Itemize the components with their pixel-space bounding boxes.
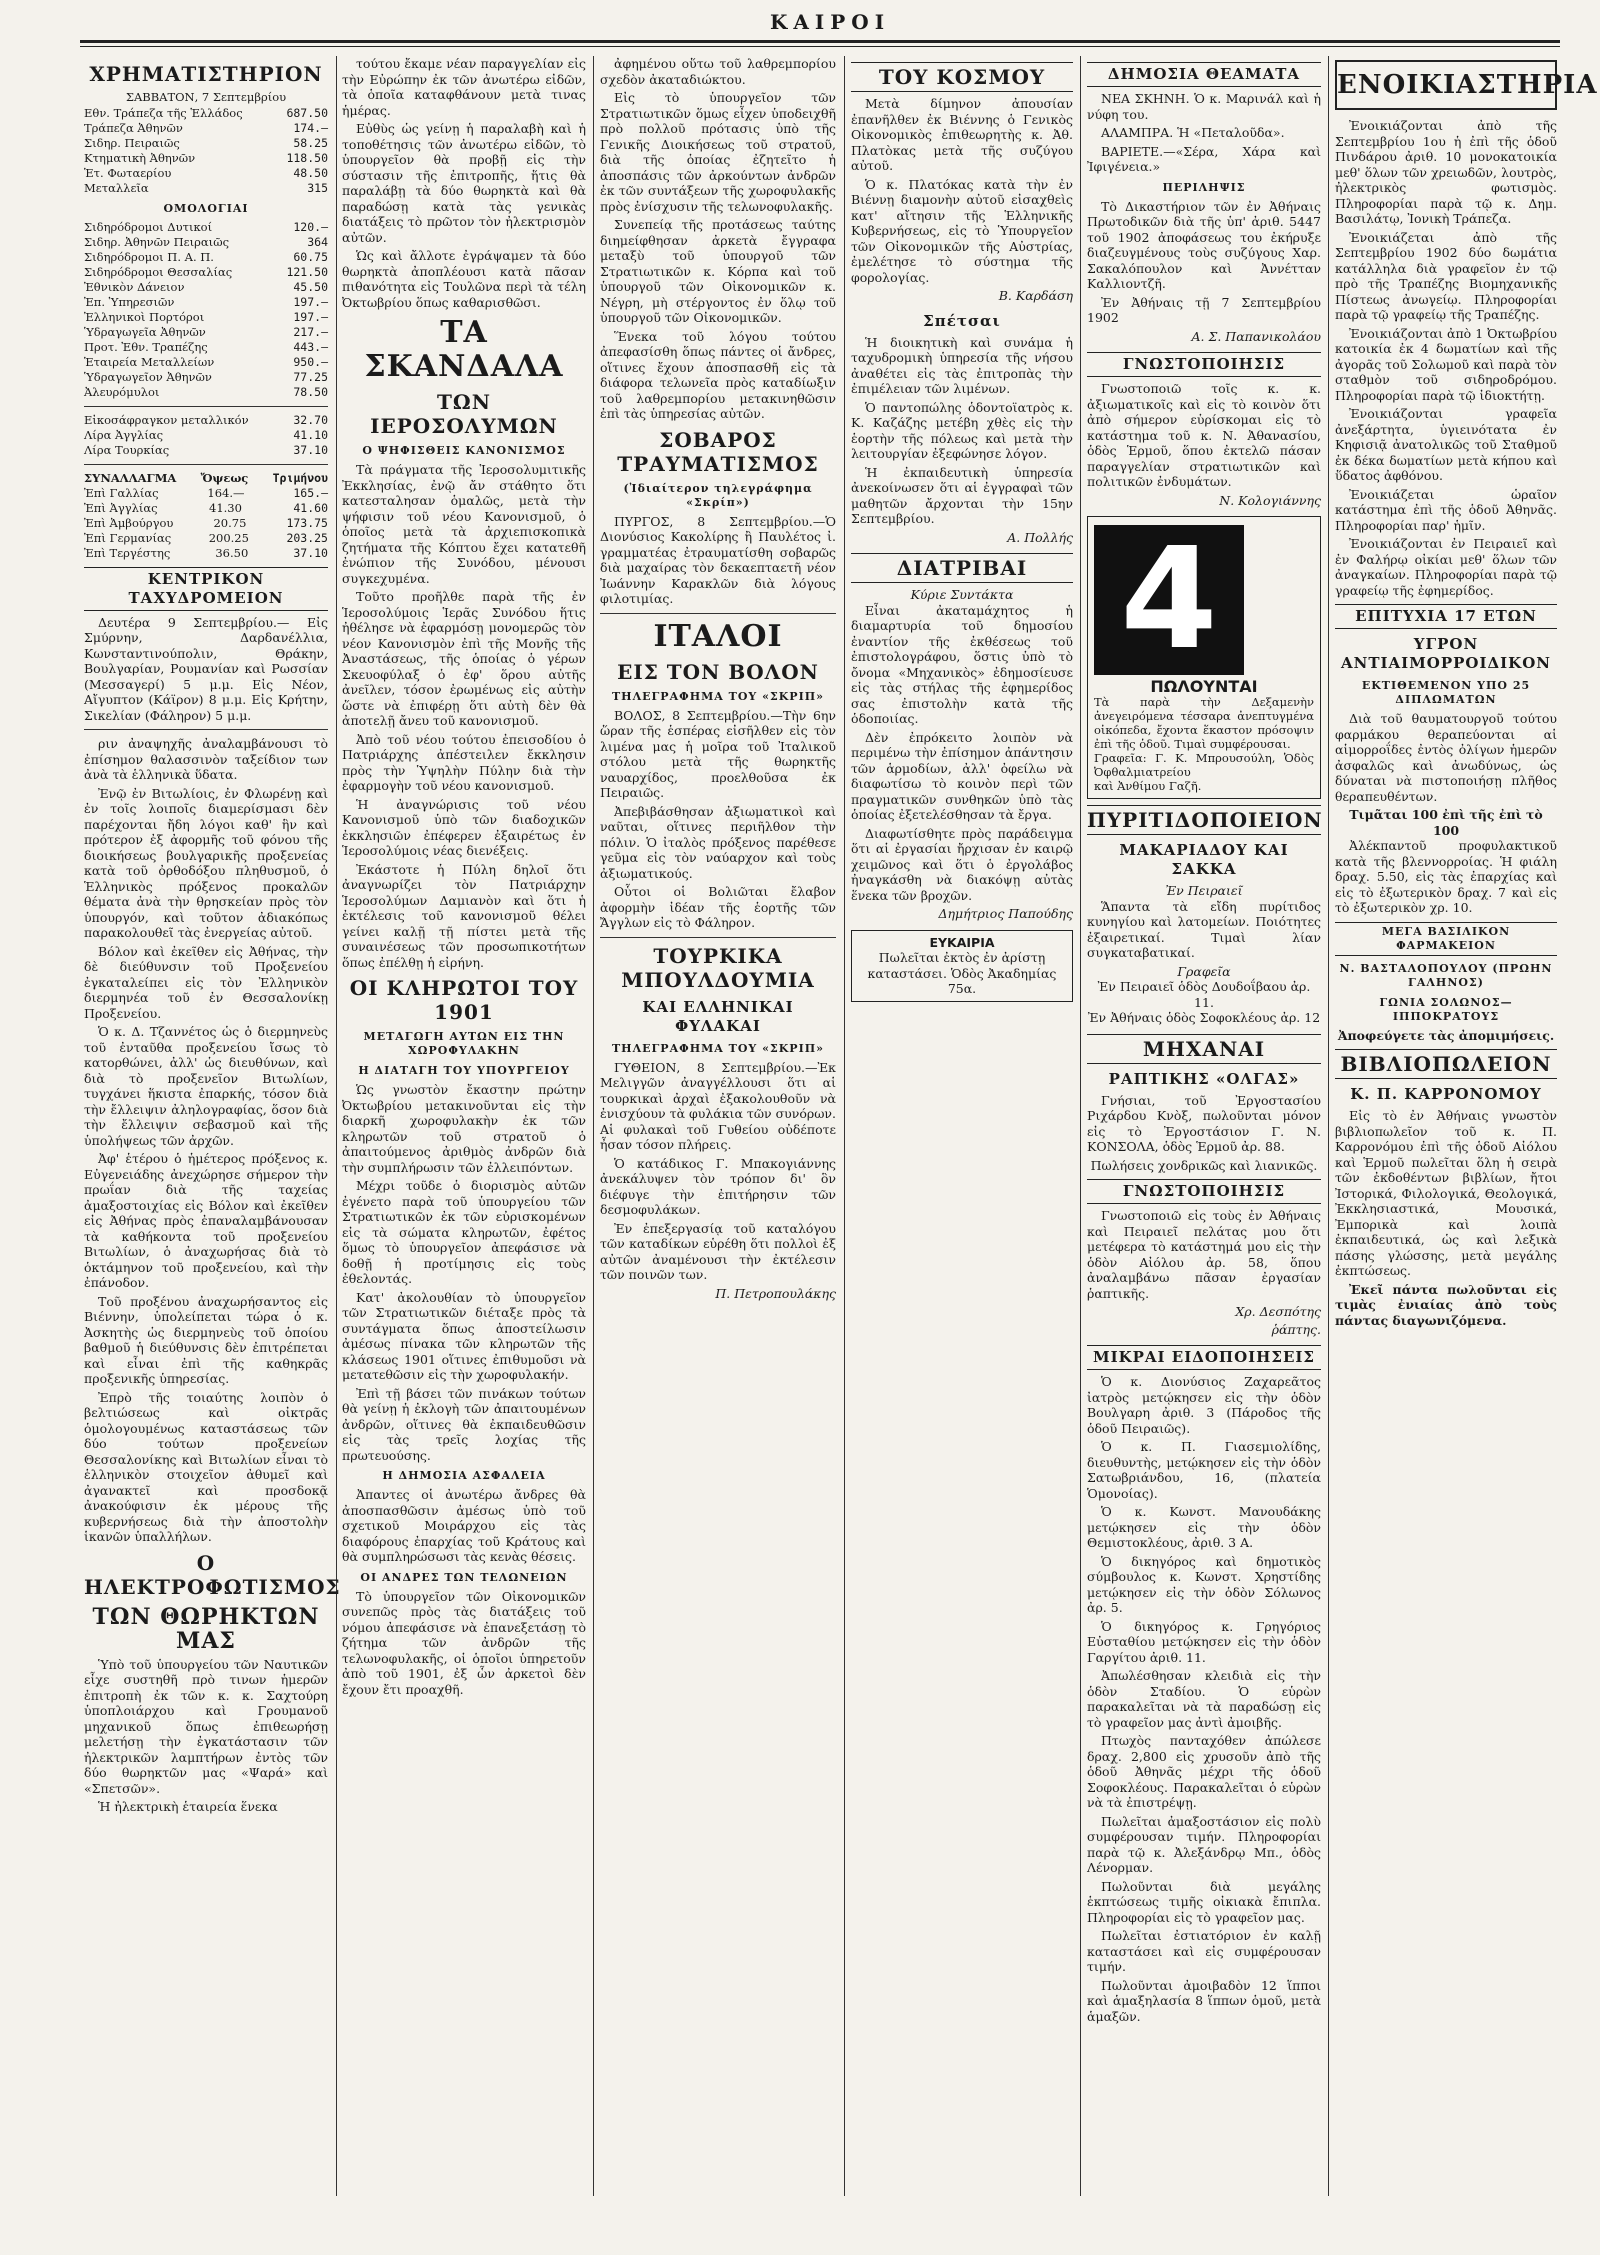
notice-date: Ἐν Ἀθήναις τῇ 7 Σεπτεμβρίου 1902 <box>1087 294 1321 325</box>
sew-title: ΜΗΧΑΝΑΙ <box>1087 1034 1321 1064</box>
row-label: Σιδηρόδρομοι Θεσσαλίας <box>84 264 233 279</box>
fire-location: Ἐν Πειραιεῖ <box>1165 883 1243 898</box>
currency-table <box>84 413 328 458</box>
small-ad: Πωλοῦνται ἀμοιβαδὸν 12 ἵπποι καὶ ἁμαξηλασία 8 ἵππων ὁμοῦ, μετὰ ἁμαξῶν. <box>1087 1977 1321 2024</box>
row-label: Σιδηρ. Ἀθηνῶν Πειραιῶς <box>84 234 230 249</box>
customs-continued <box>600 56 836 422</box>
paragraph: Τὰ πράγματα τῆς Ἱεροσολυμιτικῆς Ἐκκλησίας, ἐνῷ ἄν στάθητο ὅτι κατεσταλησαν ὁμαλῶς, μετὰ τὴν ψήφισιν τοῦ νέου Κανονισμοῦ, ὁ ὁποῖος μετὰ τὰ ἀρχιεπισκοπικὰ ζητήματα τῆς Κόπτου ἔχει κατατεθῆ ἐνώπιον τῆς Συνόδου, μένουσι συγκεχυμένα. <box>342 462 586 586</box>
row-value-b: 41.60 <box>293 500 328 515</box>
row-label: Μεταλλεῖα <box>84 180 149 195</box>
column-2 <box>342 56 586 2196</box>
customs-title: ΟΙ ΑΝΔΡΕΣ ΤΩΝ ΤΕΛΩΝΕΙΩΝ <box>360 1570 568 1584</box>
row-value: 78.50 <box>293 384 328 399</box>
paragraph: Ὡς γνωστὸν ἔκαστην πρώτην Ὀκτωβρίου μετακινοῦνται εἰς τὴν διαρκῆ χωροφυλακὴν ἐκ τῶν κληρωτῶν τοῦ στρατοῦ ὁ ἀπαιτούμενος ἀριθμὸς ἀνδρῶν διὰ τὴν συμπλήρωσιν τῶν ἐλλειπόντων. <box>342 1082 586 1175</box>
sale-ad <box>1087 516 1321 799</box>
table-row <box>84 428 328 443</box>
row-label: Ἐπὶ Ἀμβούργου <box>84 515 174 530</box>
row-value: 120.— <box>293 219 328 234</box>
column-3 <box>600 56 836 2196</box>
paragraph: τούτου ἔκαμε νέαν παραγγελίαν εἰς τὴν Εὐρώπην ἐκ τῶν ἀνωτέρω εἰδῶν, τὰ ὁποῖα καταφθάνουν μετὰ τινας ἡμέρας. <box>342 56 586 118</box>
foreign-title: ΣΥΝΑΛΛΑΓΜΑ <box>84 470 177 485</box>
table-row <box>84 106 328 121</box>
success-text-2: Ἀλέκπαντοῦ προφυλακτικοῦ κατὰ τῆς βλεννορροίας. Ἡ φιάλη δραχ. 5.50, εἰς τὰς ἐπαρχίας καὶ εἰς τὸ ἐξωτερικὸν δραχ. 7 καὶ εἰς τὸ ἐξωτερικὸν χρ. 10. <box>1335 838 1557 915</box>
row-value: 58.25 <box>293 135 328 150</box>
row-label: Ὑδραγωγεῖα Ἀθηνῶν <box>84 324 206 339</box>
small-ad: Πωλοῦνται διὰ μεγάλης ἑκπτώσεως τιμῆς οἰκιακὰ ἔπιπλα. Πληροφορίαι εἰς τὸ γραφεῖον μας. <box>1087 1878 1321 1925</box>
paragraph: Ὁ κατάδικος Γ. Μπακογιάννης ἀνεκάλυψεν τὸν τρόπον δι' ὃν διέφυγε τὴν ἐπιτήρησιν τῶν δεσμοφυλάκων. <box>600 1155 836 1217</box>
row-label: Ἀλευρόμυλοι <box>84 384 160 399</box>
row-label: Ὑδραγωγεῖον Ἀθηνῶν <box>84 369 212 384</box>
paragraph: Μέχρι τοῦδε ὁ διορισμὸς αὐτῶν ἐγένετο παρὰ τοῦ ὑπουργείου τῶν Στρατιωτικῶν ἐκ τῶν εὐρισκομένων εἰς τὰ σώματα κληρωτῶν, ἐφέτος ὅμως τὸ ὑπουργεῖον ἀπεφάσισε νὰ δοθῇ ἡ προτίμησις εἰς τοὺς ἐθελοντάς. <box>342 1178 586 1286</box>
bottom-ad <box>851 930 1073 1002</box>
column-divider <box>1328 56 1329 2196</box>
column-divider <box>844 56 845 2196</box>
paragraph: Ὁ κ. Πλατόκας κατὰ τὴν ἐν Βιέννῃ διαμονὴν αὐτοῦ εἰσαχθεὶς κατ' αἴτησιν τῆς Ἑλληνικῆς Κυβερνήσεως, εἰς τὸ Ὑπουργεῖον τῶν Οἰκονομικῶν τῆς Αὐστρίας, ἐμελέτησε τὸ σύστημα τῆς φορολογίας. <box>851 176 1073 285</box>
column-6 <box>1335 56 1598 2196</box>
security-title: Η ΔΗΜΟΣΙΑ ΑΣΦΑΛΕΙΑ <box>382 1469 546 1482</box>
turkish-subtitle-2: ΤΗΛΕΓΡΑΦΗΜΑ ΤΟΥ «ΣΚΡΙΠ» <box>612 1041 824 1055</box>
row-label: Εἰκοσάφραγκον μεταλλικόν <box>84 412 249 427</box>
rent-ad: Ἐνοικιάζονται ἐν Πειραιεῖ καὶ ἐν Φαλήρῳ οἰκίαι μεθ' ὅλων τῶν ἀναγκαίων. Πληροφορίαι παρὰ τῷ γραφείῳ τῆς ἐφημερίδος. <box>1335 536 1557 598</box>
success-subtitle: ΥΓΡΟΝ ΑΝΤΙΑΙΜΟΡΡΟΙΔΙΚΟΝ <box>1341 635 1551 672</box>
letter-signature: Α. Πολλής <box>1007 529 1073 545</box>
italians-article <box>600 708 836 931</box>
turkish-subtitle: ΚΑΙ ΕΛΛΗΝΙΚΑΙ ΦΥΛΑΚΑΙ <box>642 997 794 1035</box>
column-5 <box>1087 56 1321 2196</box>
diatrivai-signature: Δημήτριος Παπούδης <box>938 906 1073 921</box>
pharmacy-subtitle: Ν. ΒΑΣΤΑΛΟΠΟΥΛΟΥ (ΠΡΩΗΝ ΓΑΛΗΝΟΣ) <box>1339 961 1553 989</box>
small-ad: Ὁ κ. Π. Γιασεμιολίδης, διευθυντὴς, μετῴκησεν εἰς τὴν ὁδὸν Σατωβριάνδου, 16, (πλατεία Ὁμονοίας). <box>1087 1439 1321 1501</box>
gn1-text: Γνωστοποιῶ τοῖς κ. κ. ἀξιωματικοῖς καὶ εἰς τὸ κοινὸν ὅτι ἀπὸ σήμερον εὑρίσκομαι εἰς τὸ κατάστημα τοῦ κ. Ν. Ἀθανασίου, ὁδὸς Ἑρμοῦ, ὅπου ἐκτελῶ πάσαν παραγγελίαν στρατιωτικῶν καὶ πολιτικῶν ἐνδυμάτων. <box>1087 381 1321 489</box>
paragraph: Ὡς καὶ ἄλλοτε ἐγράψαμεν τὰ δύο θωρηκτὰ ἀποπλέουσι κατὰ πᾶσαν πιθανότητα εἰς Τουλῶνα περὶ τὰ τέλη Ὀκτωβρίου ὅπως καθαρισθῶσι. <box>342 248 586 310</box>
officers-article <box>342 1082 586 1463</box>
sew-note: Πωλήσεις χονδρικῶς καὶ λιανικῶς. <box>1090 1157 1318 1173</box>
row-value: 950.— <box>293 354 328 369</box>
paragraph: ἀφημένου οὕτω τοῦ λαθρεμπορίου σχεδὸν ἀκαταδιώκτου. <box>600 56 836 87</box>
theatres-list <box>1087 91 1321 175</box>
officers-subtitle-2: Η ΔΙΑΤΑΓΗ ΤΟΥ ΥΠΟΥΡΓΕΙΟΥ <box>358 1064 570 1077</box>
italians-title: ΙΤΑΛΟΙ <box>653 618 783 654</box>
turkish-article <box>600 1060 836 1283</box>
small-ad: Ἀπωλέσθησαν κλειδιὰ εἰς τὴν ὁδὸν Σταδίου. Ὁ εὑρὼν παρακαλεῖται νὰ τὰ παραδώσῃ εἰς τὸ γραφεῖον μας ἀντὶ ἀμοιβῆς. <box>1087 1668 1321 1730</box>
paragraph: ριν ἀναψηχῆς ἀναλαμβάνουσι τὸ ἐπίσημον θαλασσινὸν ταξείδιον των ἀνὰ τὰ ἑλληνικὰ ὕδατα. <box>84 736 328 782</box>
success-title: ΕΠΙΤΥΧΙΑ 17 ΕΤΩΝ <box>1335 604 1557 629</box>
injury-title: ΣΟΒΑΡΟΣ ΤΡΑΥΜΑΤΙΣΜΟΣ <box>617 427 819 476</box>
sew-subtitle: ΡΑΠΤΙΚΗΣ «ΟΛΓΑΣ» <box>1108 1069 1300 1088</box>
row-value: 197.— <box>293 309 328 324</box>
row-label: Προτ. Ἐθν. Τραπέζης <box>84 339 208 354</box>
row-label: Ἑταιρεία Μεταλλείων <box>84 354 215 369</box>
diatrivai-greeting: Κύριε Συντάκτα <box>910 587 1014 602</box>
row-value: 48.50 <box>293 165 328 180</box>
paragraph: Διαφωτίσθητε πρὸς παράδειγμα ὅτι αἱ ἐργασίαι ἤρχισαν ἐν καιρῷ χειμῶνος καὶ ὅτι ὁ ἐργολάβος ἠναγκάσθη νὰ διακόψῃ αὐτὰς ἕνεκα τῶν βροχῶν. <box>851 825 1073 903</box>
row-label: Ἐθνικὸν Δάνειον <box>84 279 185 294</box>
paragraph: Ἐν ἐπεξεργασίᾳ τοῦ καταλόγου τῶν καταδίκων εὑρέθη ὅτι πολλοὶ ἐξ αὐτῶν ἀναμένουσι τὴν ἐκτέλεσιν τῶν ποινῶν των. <box>600 1220 836 1282</box>
row-label: Ἑτ. Φωταερίου <box>84 165 172 180</box>
success-text: Διὰ τοῦ θαυματουργοῦ τούτου φαρμάκου θεραπεύονται αἱ αἱμορροΐδες ἐντὸς ὀλίγων ἡμερῶν ἀσφαλῶς καὶ ἀνωδύνως, ὡς δύναται νὰ πιστοποιήσῃ πλῆθος θεραπευθέντων. <box>1335 711 1557 804</box>
gn2-signature: Χρ. Δεσπότης <box>1235 1304 1321 1319</box>
column-1 <box>84 56 341 2196</box>
paragraph: Εἶναι ἀκαταμάχητος ἡ διαμαρτυρία τοῦ δημοσίου ἐναντίον τῆς ἐκθέσεως τοῦ ἐπιστολογράφου, ὅστις ὑπὸ τὸ ὄνομα «Μηχανικὸς» ἐδημοσίευσε εἰς τὰς στήλας τῆς ἐφημερίδος σας ἐπιστολὴν κατὰ τῆς ὁδοποιίας. <box>851 602 1073 726</box>
electric-continued <box>342 56 586 310</box>
fire-text: Ἅπαντα τὰ εἴδη πυρίτιδος κυνηγίου καὶ λατομείων. Ποιότητες ἐξαιρετικαί. Τιμαὶ λίαν συγκαταβατικαί. <box>1087 898 1321 960</box>
books-text: Εἰς τὸ ἐν Ἀθήναις γνωστὸν βιβλιοπωλεῖον τοῦ κ. Π. Καρρονόμου ἐπὶ τῆς ὁδοῦ Αἰόλου καὶ Ἑρμοῦ πωλεῖται ὅλη ἡ σειρὰ τῶν ἐκδοθέντων βιβλίων, ἤτοι Ἰστορικά, Φιλολογικά, Θεολογικά, Ἐκκλησιαστικά, Μουσικά, Ἐμπορικὰ καὶ λοιπὰ ἐκπαιδευτικά, ὡς καὶ λεξικὰ πάσης γλώσσης, μετὰ μεγάλης ἐκπτώσεως. <box>1335 1108 1557 1278</box>
row-label: Ἐπὶ Ἀγγλίας <box>84 500 158 515</box>
paragraph: Ἐνῷ ἐν Βιτωλίοις, ἐν Φλωρένῃ καὶ ἐν τοῖς λοιποῖς διαμερίσμασι δὲν παρέχονται ἤδη λόγοι καθ' ἣν καὶ πρότερον ἐξ ἀφορμῆς τοῦ φόνου τῆς διοικήσεως βουλγαρικῆς προξενείας κατὰ τοῦ ὀρθοδόξου πληθυσμοῦ, ὁ Ἑλληνικὸς πρόξενος προκαλῶν θέματα ἀνὰ τὴν θρησκείαν πρὸς τὸν ὑπουργόν, καὶ τοῦτον ἀδιακόπως παρακολουθεῖ τὰς ἐνεργείας αὐτοῦ. <box>84 785 328 940</box>
table-row <box>84 220 328 235</box>
row-value-b: 203.25 <box>286 530 328 545</box>
theatres-title: ΔΗΜΟΣΙΑ ΘΕΑΜΑΤΑ <box>1087 62 1321 87</box>
row-value: 315 <box>307 180 328 195</box>
row-value-b: 173.75 <box>286 515 328 530</box>
paragraph: Τὸ ὑπουργεῖον τῶν Οἰκονομικῶν συνεπῶς πρὸς τὰς διατάξεις τοῦ νόμου ἀπεφάσισε νὰ ἐπανεξετάσῃ τὸ ζήτημα τῶν ἀνδρῶν τῆς τελωνοφυλακῆς, οἱ ὁποῖοι ὑπηρετοῦν ἀπὸ τοῦ 1901, ἐξ ὧν ἀρκετοὶ δὲν ἔχουν ἔτι προαχθῆ. <box>342 1588 586 1697</box>
row-label: Ἐπὶ Γαλλίας <box>84 485 159 500</box>
row-value-a: 36.50 <box>215 545 249 560</box>
row-label: Σιδηρ. Πειραιῶς <box>84 135 180 150</box>
paragraph: ΓΥΘΕΙΟΝ, 8 Σεπτεμβρίου.—Ἐκ Μελιγγῶν ἀναγγέλλουσι ὅτι αἱ τουρκικαὶ ἀρχαὶ ἐξακολουθοῦν νὰ ἐνισχύουν τὰ φυλάκια τῶν συνόρων. Αἱ φυλακαὶ τοῦ Γυθείου οὐδέποτε ἦσαν τόσον πλήρεις. <box>600 1059 836 1152</box>
table-row <box>84 413 328 428</box>
row-value: 32.70 <box>293 412 328 427</box>
small-ad: Πωλεῖται ἀμαξοστάσιον εἰς πολὺ συμφέρουσαν τιμήν. Πληροφορίαι παρὰ τῷ κ. Ἀλεξάνδρῳ Μπ., ὁδὸς Λένορμαν. <box>1087 1813 1321 1875</box>
table-row <box>84 340 328 355</box>
paragraph: Κατ' ἀκολουθίαν τὸ ὑπουργεῖον τῶν Στρατιωτικῶν διέταξε πρὸς τὰ συντάγματα ὅπως ἀποστείλωσιν ἀμέσως πίνακα τῶν κληρωτῶν τῆς κλάσεως 1901 οἵτινες ἐπιθυμοῦσι νὰ μετατεθῶσιν εἰς τὴν χωροφυλακήν. <box>342 1289 586 1382</box>
paragraph: ΒΟΛΟΣ, 8 Σεπτεμβρίου.—Τὴν 6ην ὥραν τῆς ἑσπέρας εἰσῆλθεν εἰς τὸν λιμένα μας ἡ μοῖρα τοῦ Ἰταλικοῦ στόλου μετὰ τῆς θωρηκτῆς ναυαρχίδος, προελθοῦσα ἐκ Πειραιῶς. <box>600 707 836 800</box>
rent-title: ΕΝΟΙΚΙΑΣΤΗΡΙΑ <box>1337 70 1598 100</box>
bonds-table <box>84 220 328 400</box>
electric-article <box>84 1657 328 1815</box>
paragraph: Ἡ ἐκπαιδευτικὴ ὑπηρεσία ἀνεκοίνωσεν ὅτι αἱ ἐγγραφαὶ τῶν μαθητῶν ἄρχονται τὴν 15ην Σεπτεμβρίου. <box>851 464 1073 526</box>
row-label: Εθν. Τράπεζα τῆς Ἑλλάδος <box>84 105 243 120</box>
gn1-signature: Ν. Κολογιάννης <box>1219 492 1321 508</box>
table-row <box>84 166 328 181</box>
theatre-item: ΑΛΑΜΠΡΑ. Ἡ «Πεταλοῦδα». <box>1101 125 1285 140</box>
row-value: 45.50 <box>293 279 328 294</box>
row-label: Ἐπ. Ὑπηρεσιῶν <box>84 294 175 309</box>
success-subtitle-2: ΕΚΤΙΘΕΜΕΝΟΝ ΥΠΟ 25 ΔΙΠΛΩΜΑΤΩΝ <box>1361 679 1531 706</box>
world-title: ΤΟΥ ΚΟΣΜΟΥ <box>851 62 1073 92</box>
pharmacy-address: ΓΩΝΙΑ ΣΟΛΩΝΟΣ—ΙΠΠΟΚΡΑΤΟΥΣ <box>1379 995 1513 1023</box>
customs-article <box>342 1589 586 1698</box>
table-row <box>84 235 328 250</box>
fire-title: ΠΥΡΙΤΙΔΟΠΟΙΕΙΟΝ <box>1087 805 1321 835</box>
row-value-a: 164.— <box>207 485 245 500</box>
column-divider <box>336 56 337 2196</box>
sale-number: 4 <box>1094 525 1244 675</box>
italians-subtitle-2: ΤΗΛΕΓΡΑΦΗΜΑ ΤΟΥ «ΣΚΡΙΠ» <box>612 689 824 703</box>
success-price: Τιμᾶται 100 ἐπὶ τῆς ἐπὶ τὸ 100 <box>1349 807 1543 838</box>
table-row <box>84 486 328 501</box>
rent-ad: Ἐνοικιάζεται ὡραῖον κατάστημα ἐπὶ τῆς ὁδοῦ Ἀθηνᾶς. Πληροφορίαι παρ' ἡμῖν. <box>1335 486 1557 533</box>
table-row <box>84 531 328 546</box>
row-value: 217.— <box>293 324 328 339</box>
rent-list <box>1335 118 1557 598</box>
fire-office-2: Ἐν Ἀθήναις ὁδὸς Σοφοκλέους ἀρ. 12 <box>1087 1010 1321 1025</box>
fire-subtitle: ΜΑΚΑΡΙΑΔΟΥ ΚΑΙ ΣΑΚΚΑ <box>1119 841 1289 878</box>
sale-title: ΠΩΛΟΥΝΤΑΙ <box>1150 677 1258 696</box>
notice-signature: Α. Σ. Παπανικολάου <box>1191 328 1321 344</box>
pharmacy-title: ΜΕΓΑ ΒΑΣΙΛΙΚΟΝ ΦΑΡΜΑΚΕΙΟΝ <box>1335 922 1557 956</box>
row-label: Σιδηρόδρομοι Π. Α. Π. <box>84 249 214 264</box>
exchange-date: ΣΑΒΒΑΤΟΝ, 7 Σεπτεμβρίου <box>125 90 287 104</box>
paragraph: Τοῦ προξένου ἀναχωρήσαντος εἰς Βιέννην, ὑπολείπεται τώρα ὁ κ. Ἀσκητὴς ὡς διερμηνεὺς τοῦ ὁποίου βαθμοῦ ἡ διεύθυνσις δὲν ἐπιτρέπεται καὶ εἶναι ἐπὶ τῆς καθηκρᾶς προξενικῆς ὑπηρεσίας. <box>84 1293 328 1386</box>
books-subtitle: Κ. Π. ΚΑΡΡΟΝΟΜΟΥ <box>1350 1085 1542 1103</box>
table-row <box>84 250 328 265</box>
stocks-table <box>84 106 328 196</box>
rent-ad: Ἐνοικιάζονται ἀπὸ 1 Ὀκτωβρίου κατοικία ἐκ 4 δωματίων καὶ τῆς ἀγορᾶς τοῦ Σολωμοῦ καὶ παρὰ τὸν σταθμὸν τοῦ σιδηροδρόμου. Πληροφορίαι παρὰ τῷ ἰδιοκτήτῃ. <box>1335 325 1557 403</box>
paragraph: Ἡ ἠλεκτρικὴ ἑταιρεία ἕνεκα <box>98 1799 278 1814</box>
scandal-subtitle-2: Ο ΨΗΦΙΣΘΕΙΣ ΚΑΝΟΝΙΣΜΟΣ <box>362 444 566 457</box>
paragraph: Ἀπεβιβάσθησαν ἀξιωματικοὶ καὶ ναῦται, οἵτινες περιῆλθον τὴν πόλιν. Ὁ ἰταλὸς πρόξενος παρέθεσε γεῦμα εἰς τὸν ναύαρχον καὶ τοὺς ἀξιωματικούς. <box>600 803 836 881</box>
table-row <box>84 151 328 166</box>
turkish-title: ΤΟΥΡΚΙΚΑ ΜΠΟΥΛΔΟΥΜΙΑ <box>621 943 815 992</box>
theatre-item: ΒΑΡΙΕΤΕ.—«Σέρα, Χάρα καὶ Ἰφιγένεια.» <box>1087 143 1321 174</box>
row-value: 174.— <box>293 120 328 135</box>
row-value: 687.50 <box>286 105 328 120</box>
masthead-rule <box>80 40 1560 43</box>
injury-article <box>600 514 836 607</box>
bonds-title: ΟΜΟΛΟΓΙΑΙ <box>163 201 249 215</box>
books-note: Ἐκεῖ πάντα πωλοῦνται εἰς τιμὰς ἐνιαίας ἀπὸ τοὺς πάντας διαγωνιζόμενα. <box>1335 1281 1557 1328</box>
paragraph: Ἡ ἀναγνώρισις τοῦ νέου Κανονισμοῦ ὑπὸ τῶν διαδοχικῶν ἐκκλησιῶν ἐπέφερεν ἐξαιρέτως ἐν Ἱεροσολύμοις νέας διενέξεις. <box>342 796 586 858</box>
row-value: 77.25 <box>293 369 328 384</box>
diatrivai-title: ΔΙΑΤΡΙΒΑΙ <box>851 553 1073 583</box>
rent-ad: Ἐνοικιάζεται ἀπὸ τῆς Σεπτεμβρίου 1902 δύο δωμάτια κατάλληλα διὰ γραφεῖον ἐν τῷ πρὸ τῆς Τραπέζης Βιομηχανικῆς Πίστεως ἀνωγείῳ. Πληροφορίαι παρὰ τῷ γραφείῳ τῆς Τραπέζης. <box>1335 229 1557 322</box>
table-row <box>84 295 328 310</box>
letter-article <box>851 335 1073 527</box>
italians-subtitle: ΕΙΣ ΤΟΝ ΒΟΛΟΝ <box>617 659 819 684</box>
row-label: Σιδηρόδρομοι Δυτικοί <box>84 219 213 234</box>
small-ad: Ὁ κ. Διονύσιος Ζαχαρεᾶτος ἰατρὸς μετῴκησεν εἰς τὴν ὁδὸν Βουλγαρη ἀριθ. 3 (Πάροδος τῆς ὁδοῦ Πειραιῶς). <box>1087 1374 1321 1436</box>
gn1-title: ΓΝΩΣΤΟΠΟΙΗΣΙΣ <box>1087 352 1321 377</box>
table-row <box>84 355 328 370</box>
small-ad: Ὁ δικηγόρος κ. Γρηγόριος Εὐσταθίου μετῴκησεν εἰς τὴν ὁδὸν Γαργίτου ἀριθ. 11. <box>1087 1618 1321 1665</box>
sale-text: Τὰ παρὰ τὴν Δεξαμενὴν ἀνεγειρόμενα τέσσαρα ἀνεπτυγμένα οἰκόπεδα, ἔχοντα ἕκαστον πρόσοψιν ἐπὶ τῆς ὁδοῦ. Τιμαὶ συμφέρουσαι. <box>1094 694 1314 751</box>
books-title: ΒΙΒΛΙΟΠΩΛΕΙΟΝ <box>1335 1049 1557 1079</box>
row-value-a: 41.30 <box>209 500 242 515</box>
divider <box>84 729 328 730</box>
small-ad: Ὁ δικηγόρος καὶ δημοτικὸς σύμβουλος κ. Κωνστ. Χρηστίδης μετῴκησεν εἰς τὴν ὁδὸν Σόλωνος ἀρ. 5. <box>1087 1553 1321 1615</box>
small-ads-list <box>1087 1374 1321 2024</box>
row-label: Ἐπὶ Τεργέστης <box>84 545 171 560</box>
table-row <box>84 280 328 295</box>
column-divider <box>593 56 594 2196</box>
row-value-a: 20.75 <box>213 515 247 530</box>
table-row <box>84 370 328 385</box>
divider <box>600 613 836 614</box>
masthead <box>80 8 1560 34</box>
masthead-rule-thin <box>80 46 1560 47</box>
sew-text: Γνήσιαι, τοῦ Ἐργοστασίου Ριχάρδου Κνὸξ, πωλοῦνται μόνον εἰς τὸ Ἐργοστάσιον Γ. Ν. ΚΟΝΣΟΛΑ, ὁδὸς Ἑρμοῦ ἀρ. 88. <box>1087 1092 1321 1154</box>
pharmacy-note: Ἀποφεύγετε τὰς ἀπομιμήσεις. <box>1337 1027 1555 1043</box>
table-row <box>84 516 328 531</box>
gn2-signature-2: ῥάπτης. <box>1271 1321 1321 1337</box>
foreign-header <box>84 471 328 486</box>
consulate-article <box>84 736 328 1545</box>
small-ad: Ὁ κ. Κωνστ. Μανουδάκης μετῴκησεν εἰς τὴν ὁδὸν Θεμιστοκλέους, ἀριθ. 3 Α. <box>1087 1504 1321 1550</box>
paragraph: Οὗτοι οἱ Βολιῶται ἔλαβον ἀφορμὴν ἰδέαν τῆς ἑορτῆς τῶν Ἄγγλων εἰς τὸ Φάληρον. <box>600 884 836 930</box>
row-label: Ἐλληνικοὶ Πορτόροι <box>84 309 205 324</box>
table-row <box>84 121 328 136</box>
table-row <box>84 501 328 516</box>
table-row <box>84 443 328 458</box>
diatrivai-article <box>851 603 1073 904</box>
bottom-ad-title: ΕΥΚΑΙΡΙΑ <box>929 934 995 950</box>
paragraph: Τοῦτο προῆλθε παρὰ τῆς ἐν Ἱεροσολύμοις Ἱερᾶς Συνόδου ἥτις ἠθέλησε νὰ ἐφαρμόσῃ μονομερῶς τὸν νέον Κανονισμὸν ἐπὶ τῆς Μονῆς τῆς Ἀναστάσεως, τῆς ὁποίας ὁ γέρων Σκευοφύλαξ ὁ ἐφ' ὅρου αὐτῆς ἀνεῖλεν, τόσον ἐρωμένως εἰς αὐτὴν ὥστε νὰ ἐπιφέρῃ ὅτι αὐτὴ δὲν θὰ ἀποτελῇ ἄνευ τοῦ κανονισμοῦ. <box>342 589 586 728</box>
column-divider <box>1080 56 1081 2196</box>
row-value: 197.— <box>293 294 328 309</box>
row-label: Τράπεζα Ἀθηνῶν <box>84 120 183 135</box>
notice-text: Τὸ Δικαστήριον τῶν ἐν Ἀθήναις Πρωτοδικῶν διὰ τῆς ὑπ' ἀριθ. 5447 τοῦ 1902 ἀποφάσεως του ἐκήρυξε διαζευγμένους τοὺς συζύγους Χαρ. Σακαλόπουλον καὶ Ἀννέτταν Καλλιοντζῆ. <box>1087 198 1321 291</box>
gn2-title: ΓΝΩΣΤΟΠΟΙΗΣΙΣ <box>1087 1179 1321 1204</box>
row-value: 118.50 <box>286 150 328 165</box>
scandal-title: ΤΑ ΣΚΑΝΔΑΛΑ <box>364 315 564 384</box>
table-row <box>84 325 328 340</box>
paragraph: Ἐπὶ τῇ βάσει τῶν πινάκων τούτων θὰ γείνῃ ἡ ἐκλογὴ τῶν ἀπαιτουμένων ἀνδρῶν, οἵτινες θὰ ἐκπαιδευθῶσιν εἰς τὰς τρεῖς λοχίας τῆς πρωτευούσης. <box>342 1385 586 1463</box>
notice-title: ΠΕΡΙΛΗΨΙΣ <box>1162 180 1246 194</box>
security-article <box>342 1487 586 1565</box>
paragraph: ΠΥΡΓΟΣ, 8 Σεπτεμβρίου.—Ὁ Διονύσιος Κακολίρης ἢ Παυλέτος ἰ. γραμματέας ἐτραυματίσθη σοβαρῶς διὰ μαχαίρας τὸν δεκαεπταετῆ νέον Ἰωάννην Καρακλῶν διὰ λόγους φιλοτιμίας. <box>600 513 836 606</box>
fire-office-1: Ἐν Πειραιεῖ ὁδὸς Δουδοΐβαου ἀρ. 11. <box>1097 979 1311 1010</box>
bottom-ad-text: Πωλεῖται ἐκτὸς ἐν ἀρίστῃ καταστάσει. Ὁδὸς Ἀκαδημίας 75α. <box>867 950 1057 996</box>
letter-title: Σπέτσαι <box>923 311 1001 330</box>
paragraph: Ἐκάστοτε ἡ Πύλη δηλοῖ ὅτι ἀναγνωρίζει τὸν Πατριάρχην Ἱεροσολύμων Δαμιανὸν καὶ ὅτι ἡ ἐκτέλεσις τοῦ κανονισμοῦ θέλει γείνει καλῇ τῇ πίστει μετὰ τῆς συναινέσεως τῶν προσωπικοτήτων ὅπως ἐπέλθῃ ἡ εἰρήνη. <box>342 861 586 970</box>
electric-subtitle: ΤΩΝ ΘΩΡΗΚΤΩΝ ΜΑΣ <box>92 1603 320 1654</box>
rent-header <box>1335 60 1598 110</box>
table-row <box>84 385 328 400</box>
divider <box>84 406 328 407</box>
small-ad: Πτωχὸς πανταχόθεν ἀπώλεσε δραχ. 2,800 εἰς χρυσοῦν ἀπὸ τῆς ὁδοῦ Ἀθηνᾶς μέχρι τῆς ὁδοῦ Σοφοκλέους. Παρακαλεῖται ὁ εὑρὼν νὰ τὰ ἐπιστρέψῃ. <box>1087 1733 1321 1810</box>
exchange-title: ΧΡΗΜΑΤΙΣΤΗΡΙΟΝ <box>89 62 323 86</box>
row-label: Κτηματικὴ Ἀθηνῶν <box>84 150 196 165</box>
foreign-table <box>84 486 328 561</box>
row-value: 37.10 <box>293 442 328 457</box>
sale-contact: Γραφεῖα: Γ. Κ. Μπρουσούλη, Ὁδὸς Ὀφθαλμιατρείου <box>1094 750 1314 779</box>
table-row <box>84 136 328 151</box>
row-value-b: 165.— <box>293 485 328 500</box>
paragraph: Δὲν ἐπρόκειτο λοιπὸν νὰ περιμένω τὴν ἐπίσημον ἀπάντησιν τῶν ἁρμοδίων, ἀλλ' ὀφείλω νὰ διαφωτίσω τὸ κοινὸν περὶ τῶν πραγματικῶν συνθηκῶν ὑπὸ τὰς ὁποίας ἐξετελέσθησαν τὰ ἔργα. <box>851 729 1073 822</box>
paragraph: Μετὰ δίμηνον ἀπουσίαν ἐπανῆλθεν ἐκ Βιέννης ὁ Γενικὸς Οἰκονομικὸς ἐπιθεωρητὴς κ. Ἀθ. Πλατὸκας μετὰ τῆς συζύγου αὐτοῦ. <box>851 96 1073 173</box>
scandal-article <box>342 462 586 970</box>
theatre-item: ΝΕΑ ΣΚΗΝΗ. Ὁ κ. Μαρινάλ καὶ ἡ νύφη του. <box>1087 91 1321 122</box>
row-value: 364 <box>307 234 328 249</box>
row-label: Λίρα Ἀγγλίας <box>84 427 164 442</box>
row-value: 443.— <box>293 339 328 354</box>
electric-title: Ο ΗΛΕΚΤΡΟΦΩΤΙΣΜΟΣ <box>84 1550 341 1599</box>
paragraph: Εὐθὺς ὡς γείνῃ ἡ παραλαβὴ καὶ ἡ τοποθέτησις τῶν ἀνωτέρω εἰδῶν, τὸ ὑπουργεῖον θὰ προβῇ εἰς τὴν σύστασιν τῆς ἐπιτροπῆς, ἥτις θὰ παραλάβῃ τὰ δύο θωρηκτὰ καὶ θὰ παραδώσῃ κατὰ τὰς γενικὰς διατάξεις τὸ πρῶτον τὸν ἠλεκτρισμὸν αὐτῶν. <box>342 121 586 245</box>
world-article <box>851 96 1073 285</box>
paragraph: Ὑπὸ τοῦ ὑπουργείου τῶν Ναυτικῶν εἶχε συστηθῆ πρὸ τινων ἡμερῶν ἐπιτροπὴ ἐκ τῶν κ. κ. Σαχτούρη ὑποπλοιάρχου καὶ Γρουμανοῦ μηχανικοῦ ὅπως ἐπιθεωρήσῃ μελετήσῃ τὴν ἐγκατάστασιν τῶν ἠλεκτρικῶν λαμπτήρων ἐντὸς τῶν δύο θωρηκτῶν μας «Ψαρά» καὶ «Σπετσῶν». <box>84 1656 328 1796</box>
turkish-signature: Π. Πετροπουλάκης <box>715 1285 836 1301</box>
small-ad: Πωλεῖται ἐστιατόριον ἐν καλῇ καταστάσει καὶ εἰς συμφέρουσαν τιμήν. <box>1087 1928 1321 1974</box>
injury-subtitle: (Ἰδιαίτερον τηλεγράφημα «Σκρίπ») <box>623 481 813 509</box>
row-value: 41.10 <box>293 427 328 442</box>
table-row <box>84 310 328 325</box>
paragraph: Ἕνεκα τοῦ λόγου τούτου ἀπεφασίσθη ὅπως πάντες οἱ ἄνδρες, οἵτινες ἔχουν ἀποσπασθῆ εἰς τὰ διάφορα τελωνεῖα πρὸς καταδίωξιν τοῦ λαθρεμπορίου μετακινηθῶσιν ἐπὶ τὰς ὑπηρεσίας αὐτῶν. <box>600 328 836 421</box>
divider <box>600 937 836 938</box>
officers-title: ΟΙ ΚΛΗΡΩΤΟΙ ΤΟΥ 1901 <box>349 976 579 1024</box>
post-text: Δευτέρα 9 Σεπτεμβρίου.— Εἰς Σμύρνην, Δαρδανέλλια, Κωνσταντινούπολιν, Θράκην, Βουλγαρίαν, Ρουμανίαν καὶ Ρωσσίαν (Μεσσαγερί) 5 μ.μ. Εἰς Νέον, Αἴγυπτον (Κάϊρον) 8 μ.μ. Εἰς Κρήτην, Σικελίαν (Φάληρον) 5 μ.μ. <box>84 614 328 723</box>
world-signature: Β. Καρδάση <box>998 288 1073 303</box>
row-value-b: 37.10 <box>293 545 328 560</box>
paragraph: Ὁ κ. Δ. Τζαννέτος ὡς ὁ διερμηνεὺς τοῦ ἐνταῦθα προξενείου ἴσως τὸ κατορθώνει, ἀλλ' ὡς διευθύνων, καὶ διὰ τὸ προξενεῖον Βιτωλίων, τυγχάνει ἥκιστα ἐπαρκής, τόσον διὰ τὴν ἔλλειψιν ἀληλογραφίας, ὅσον διὰ τὴν ἔλλειψιν σεβασμοῦ καὶ τῆς ὑπολήψεως τῶν ἀρχῶν. <box>84 1024 328 1148</box>
masthead-title: ΚΑΙΡΟΙ <box>770 10 891 34</box>
paragraph: Βόλον καὶ ἐκεῖθεν εἰς Ἀθήνας, τὴν δὲ διεύθυνσιν τοῦ Προξενείου ἐγκαταλείπει εἰς τὸν Ἐλληνικὸν διερμηνέα τοῦ ἐν Θεσσαλονίκῃ Προξενείου. <box>84 943 328 1021</box>
paragraph: Ἀπαντες οἱ ἀνωτέρω ἄνδρες θὰ ἀποσπασθῶσιν ἀμέσως ὑπὸ τοῦ σχετικοῦ Μοιράρχου εἰς τὰς διαφόρους ἐπαρχίας τοῦ Κράτους καὶ θὰ συμπληρώσωσι τὰς κενὰς θέσεις. <box>342 1487 586 1564</box>
scandal-subtitle: ΤΩΝ ΙΕΡΟΣΟΛΥΜΩΝ <box>370 390 558 438</box>
paragraph: Ἀπὸ τοῦ νέου τούτου ἐπεισοδίου ὁ Πατριάρχης ἀπέστειλεν ἔκκλησιν πρὸς τὴν Ὑψηλὴν Πύλην διὰ τὴν ἐφαρμογὴν τοῦ νέου κανονισμοῦ. <box>342 731 586 793</box>
foreign-col-b: Τριμήνου <box>272 470 328 485</box>
officers-subtitle: ΜΕΤΑΓΩΓΗ ΑΥΤΩΝ ΕΙΣ ΤΗΝ ΧΩΡΟΦΥΛΑΚΗΝ <box>363 1030 565 1057</box>
paragraph: Ἡ διοικητικὴ καὶ συνάμα ἡ ταχυδρομικὴ ὑπηρεσία τῆς νήσου ἀναθέτει εἰς τὰς ἐπιτροπὰς τὴν ἐπιμέλειαν τῶν λιμένων. <box>851 334 1073 396</box>
rent-ad: Ἐνοικιάζονται ἀπὸ τῆς Σεπτεμβρίου 1ου ἡ ἐπὶ τῆς ὁδοῦ Πινδάρου ἀριθ. 10 μονοκατοικία μεθ' ὅλων τῶν χρειωδῶν, λουτρὸς, ἠλεκτρικὸς φωτισμὸς. Πληροφορίαι παρὰ τῷ κ. Δημ. Βασιλάτῳ, Ἰονικὴ Τράπεζα. <box>1335 118 1557 226</box>
row-label: Ἐπὶ Γερμανίας <box>84 530 172 545</box>
table-row <box>84 181 328 196</box>
column-4 <box>851 56 1073 2196</box>
paragraph: Συνεπείᾳ τῆς προτάσεως ταύτης διημείφθησαν ἀρκετὰ ἔγγραφα μεταξὺ τοῦ ὑπουργοῦ τῶν Στρατιωτικῶν κ. Κόρπα καὶ τοῦ ὑπουργοῦ τῶν Οἰκονομικῶν κ. Νέγρη, μὴ στέργοντος ἐν ὅλῳ τοῦ ὑπουργοῦ τῶν Οἰκονομικῶν. <box>600 217 836 325</box>
row-value: 121.50 <box>286 264 328 279</box>
row-value: 60.75 <box>293 249 328 264</box>
table-row <box>84 265 328 280</box>
row-label: Λίρα Τουρκίας <box>84 442 170 457</box>
paragraph: Εἰς τὸ ὑπουργεῖον τῶν Στρατιωτικῶν ὅμως εἶχεν ὑποδειχθῆ πρὸ πολλοῦ πρότασις ὑπὸ τῆς Γενικῆς Διοικήσεως τοῦ στρατοῦ, διὰ τῆς ὁποίας ἐζητεῖτο ἡ ἀποσπάσις τῶν ἀρκούντων ἀνδρῶν ἐκ τῶν συντάξεων τῆς χωροφυλακῆς πρὸς ἐνίσχυσιν τῆς τελωνοφυλακῆς. <box>600 90 836 214</box>
post-title: ΚΕΝΤΡΙΚΟΝ ΤΑΧΥΔΡΟΜΕΙΟΝ <box>84 567 328 611</box>
gn2-text: Γνωστοποιῶ εἰς τοὺς ἐν Ἀθήναις καὶ Πειραιεῖ πελάτας μου ὅτι μετέφερα τὸ κατάστημά μου εἰς τὴν ὁδὸν Αἰόλου ἀρ. 58, ὅπου ἀναλαμβάνω πᾶσαν ἐργασίαν ῥαπτικῆς. <box>1087 1208 1321 1301</box>
divider <box>84 464 328 465</box>
paragraph: Ὁ παντοπώλης ὁδοντοϊατρὸς κ. Κ. Καζάζης μετέβη χθὲς εἰς τὴν ἑορτὴν τῆς πόλεως καὶ μετὰ τὴν λειτουργίαν ἐξεφώνησε λόγον. <box>851 399 1073 461</box>
rent-ad: Ἐνοικιάζονται γραφεῖα ἀνεξάρτητα, ὑγιεινότατα ἐν Κηφισιᾷ ἀνατολικῶς τοῦ Σταθμοῦ ἐκ δέκα δωματίων μετὰ κήπου καὶ ὕδατος ἀφθόνου. <box>1335 406 1557 483</box>
paragraph: Ἀφ' ἑτέρου ὁ ἡμέτερος πρόξενος κ. Εὐγενειάδης ἀνεχώρησε σήμερον τὴν πρωΐαν διὰ τῆς ταχείας ἀμαξοστοιχίας εἰς Βόλον καὶ ἐκεῖθεν εἰς Ἀθήνας πρὸς ἐπαναλαμβάνουσαν τὰ καθήκοντα τοῦ προξενείου Βιτωλίων, ὁ ἀναχωρήσας διὰ τὸ ὁκτάμηνον τοῦ προξενείου, καὶ τὴν ἐπάνοδον. <box>84 1151 328 1290</box>
paragraph: Ἐπρὸ τῆς τοιαύτης λοιπὸν ὁ βελτιώσεως καὶ οἰκτρᾶς ὁμολογουμένως καταστάσεως τῶν δύο τούτων προξενείων Θεσσαλονίκης καὶ Βιτωλίων εἶναι τὸ ἑλληνικὸν στοιχεῖον ἀθυμεῖ καὶ ἀγανακτεῖ καὶ προσδοκᾷ ἀνακούφισιν ἐκ μέρους τῆς κυβερνήσεως διὰ τὴν ἀποστολὴν ἱκανῶν ὑπαλλήλων. <box>84 1389 328 1544</box>
sale-signature: καὶ Ἀνθίμου Γαζῆ. <box>1094 778 1202 793</box>
small-ads-title: ΜΙΚΡΑΙ ΕΙΔΟΠΟΙΗΣΕΙΣ <box>1087 1345 1321 1370</box>
row-value-a: 200.25 <box>208 530 249 545</box>
fire-offices-title: Γραφεῖα <box>1177 963 1231 979</box>
foreign-col-a: Ὄψεως <box>200 470 249 485</box>
table-row <box>84 546 328 561</box>
